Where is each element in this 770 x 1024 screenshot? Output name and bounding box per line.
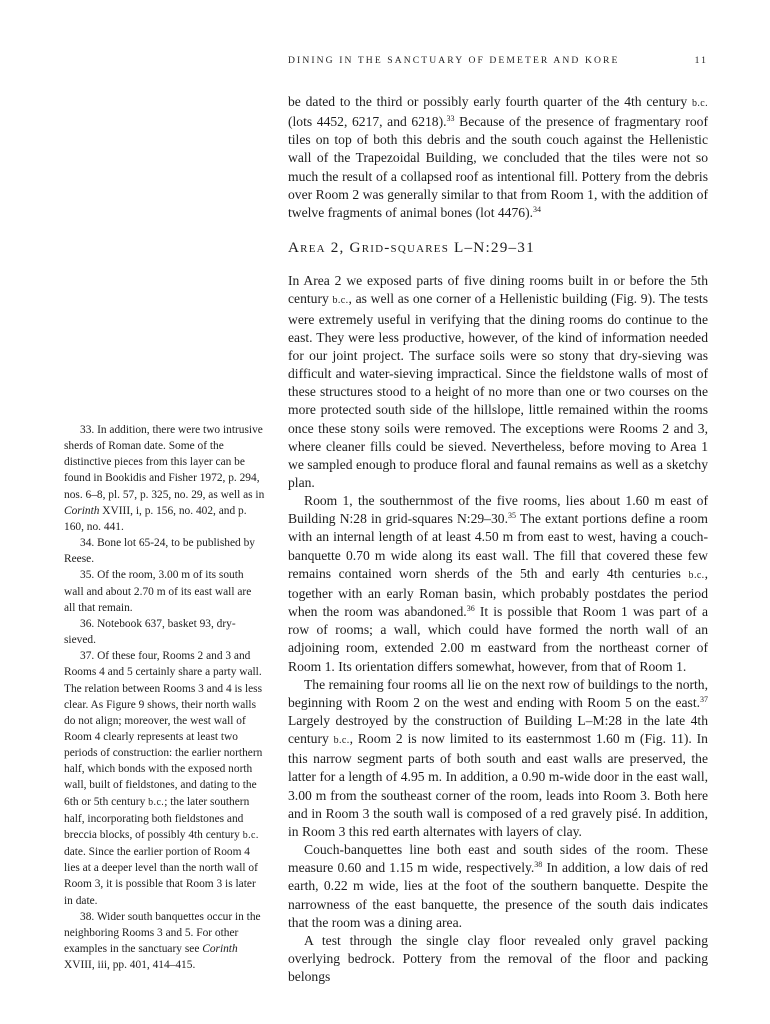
- footnotes-column: [64, 422, 265, 973]
- footnote-37: 37. Of these four, Rooms 2 and 3 and Rooms 4 and 5 certainly share a party wall. The relation between Rooms 3 and 4 is less clear. As Figure 9 shows, their north walls do not align; moreover, the west wall of Room 4 clearly represents at least two periods of construction: the earlier northern half, which bonds with the exposed north wall, built of fieldstones, and dating to the 6th or 5th century b.c.; the later southern half, incorporating both fieldstones and breccia blocks, of possibly 4th century b.c. date. Since the earlier portion of Room 4 lies at a deeper level than the north wall of Room 3, it is possible that Room 3 is later in date.: [64, 650, 263, 907]
- paragraph-continued: be dated to the third or possibly early fourth quarter of the 4th century b.c. (lots 4452, 6217, and 6218).$^{33}$ Because of the presence of fragmentary roof tiles on top of both this debris and the south couch against the Hellenistic wall of the Trapezoidal Building, we concluded that the tiles were not so much the result of a collapsed roof as intentional fill. Pottery from the debris over Room 2 was generally similar to that from Room 1, with the addition of twelve fragments of animal bones (lot 4476).$^{34}$: [288, 94, 708, 220]
- footnote-ref[interactable]: 37: [700, 694, 708, 704]
- section-heading: Area 2, Grid-squares L–N:29–31: [288, 239, 535, 257]
- running-title: DINING IN THE SANCTUARY OF DEMETER AND KORE: [288, 55, 620, 66]
- page-number: 11: [694, 55, 708, 66]
- paragraph: Room 1, the southernmost of the five rooms, lies about 1.60 m east of Building N:28 in grid-squares N:29–30.35 The extant portions define a room with an internal length of at least 4.50 m from east to west, having a couch-banquette 0.70 m wide along its east wall. The fill that covered these few remains contained worn sherds of the 5th and early 4th centuries b.c., together with an early Roman basin, which probably postdates the period when the room was abandoned.$^{36}$ It is possible that Room 1 was part of a row of rooms; a wall, which could have formed the north wall of an adjoining room, extended 2.00 m eastward from the northeast corner of Room 1. Its orientation differs somewhat, however, from that of Room 1.: [288, 493, 708, 674]
- footnote-ref[interactable]: 35: [507, 511, 516, 521]
- footnote-34: 34. Bone lot 65-24, to be published by Reese.: [64, 537, 255, 566]
- paragraph: In Area 2 we exposed parts of five dining rooms built in or before the 5th century b.c., as well as one corner of a Hellenistic building (Fig. 9). The tests were extremely useful in verifying that the dining rooms do continue to the east. They were less productive, however, of the kind of information needed for our joint project. The surface soils were so stony that dry-sieving was difficult and water-sieving impractical. Since the fieldstone walls of most of these structures stood to a height of no more than one or two courses on the more protected south side of the hillslope, little remained within the rooms once these stony soils were removed. The exceptions were Rooms 2 and 3, where cleaner fills could be sieved. Nevertheless, before moving to Area 1 we sampled enough to produce floral and faunal remains as well as a sketchy plan.: [288, 273, 708, 490]
- running-head: [288, 55, 708, 66]
- footnote-38: 38. Wider south banquettes occur in the neighboring Rooms 3 and 5. For other examples in the sanctuary see Corinth XVIII, iii, pp. 401, 414–415.: [64, 910, 261, 972]
- footnote-ref[interactable]: 36: [466, 604, 475, 614]
- footnote-ref[interactable]: 38: [534, 860, 543, 870]
- paragraph: The remaining four rooms all lie on the next row of buildings to the north, beginning with Room 2 on the west and ending with Room 5 on the east.$^{37}$ Largely destroyed by the construction of Building L–M:28 in the late 4th century b.c., Room 2 is now limited to its easternmost 1.60 m (Fig. 11). In this narrow segment parts of both south and east walls are preserved, the latter for a length of 4.95 m. In addition, a 0.90 m-wide door in the east wall, 3.00 m from the southeast corner of the room, leads into Room 3. Both here and in Room 3 the south wall is composed of a red gravely pisé. In addition, in Room 3 this red earth alternates with layers of clay.: [288, 676, 708, 839]
- footnote-ref[interactable]: 34: [533, 204, 541, 214]
- paragraph: Couch-banquettes line both east and south sides of the room. These measure 0.60 and 1.15 m wide, respectively.$^{38}$ In addition, a low dais of red earth, 0.22 m wide, lies at the foot of the southern banquette. Despite the narrowness of the east banquette, the presence of the south dais indicates that the room was a dining area.: [288, 842, 708, 930]
- footnote-ref[interactable]: 33: [446, 114, 455, 124]
- paragraph: A test through the single clay floor revealed only gravel packing overlying bedrock. Pottery from the removal of the floor and packing belongs: [288, 932, 708, 985]
- footnote-36: 36. Notebook 637, basket 93, dry-sieved.: [64, 617, 236, 647]
- main-text-column: [288, 93, 708, 986]
- footnote-35: 35. Of the room, 3.00 m of its south wall and about 2.70 m of its east wall are all that remain.: [64, 569, 252, 614]
- footnote-33: 33. In addition, there were two intrusive sherds of Roman date. Some of the distinctive pieces from this layer can be found in Bookidis and Fisher 1972, p. 294, nos. 6–8, pl. 57, p. 325, no. 29, as well as in Corinth XVIII, i, p. 156, no. 402, and p. 160, no. 441.: [64, 424, 265, 533]
